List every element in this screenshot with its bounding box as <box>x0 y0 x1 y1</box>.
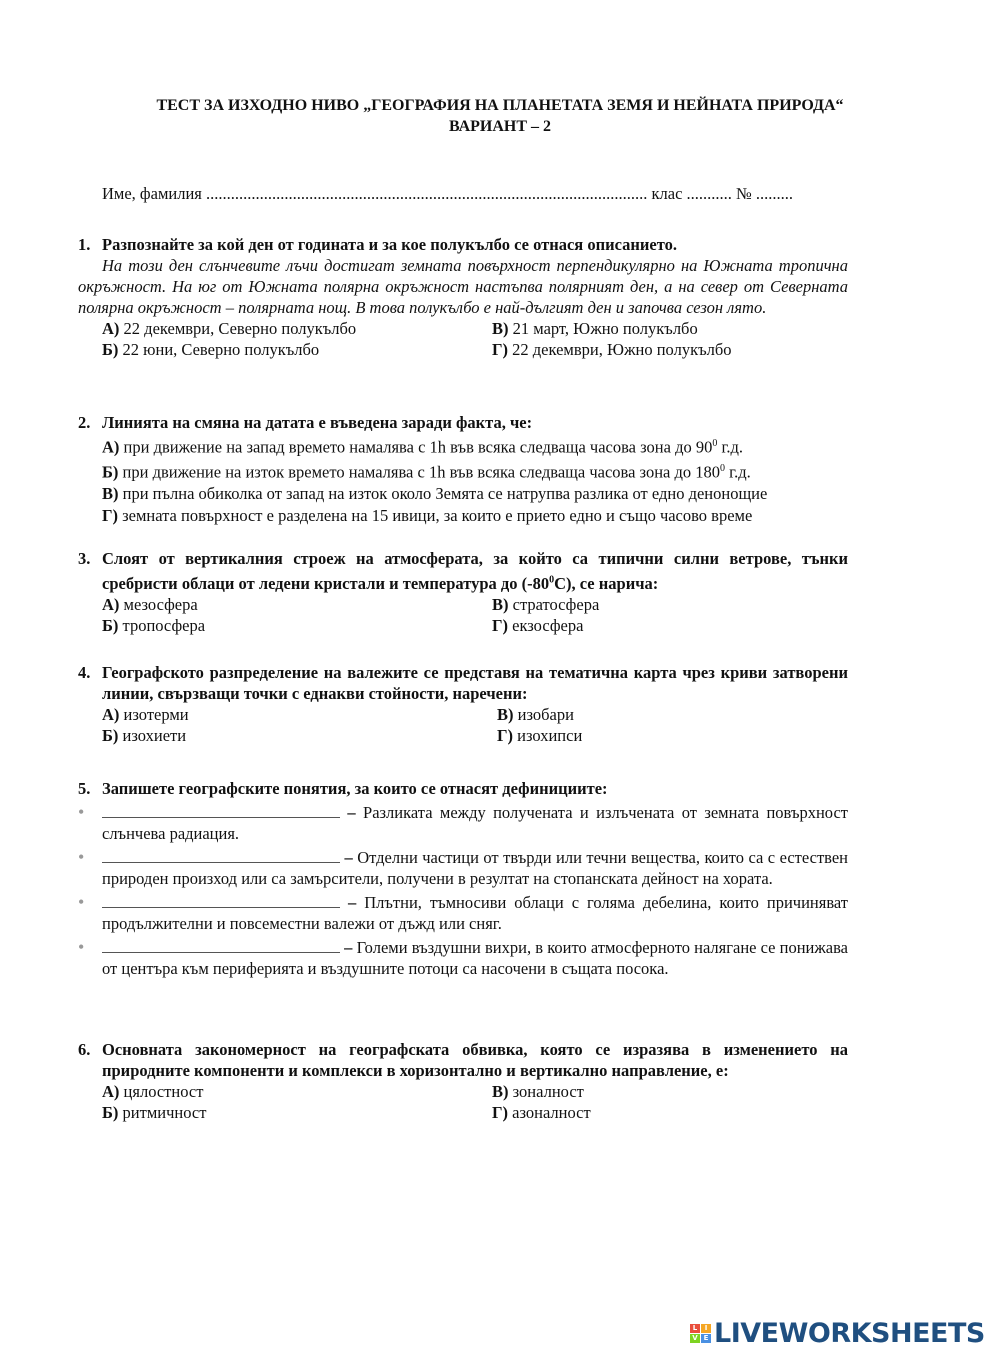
question-text: Основната закономерност на географската обвивка, която се изразява в изменението на природните компоненти и комплекси в хоризонтално и вертикално направление, е: <box>102 1040 848 1080</box>
question-number: 2. <box>78 413 91 432</box>
answer-blank[interactable] <box>102 938 340 953</box>
question-5 <box>78 778 848 982</box>
liveworksheets-logo <box>690 1318 985 1349</box>
option-g[interactable]: Г) екзосфера <box>492 615 584 635</box>
definition-item: • – Големи въздушни вихри, в които атмосферното налягане се понижава от центъра към периферията и въздушните потоци са насочени в същата посока. <box>78 937 849 978</box>
question-number: 1. <box>78 235 91 254</box>
question-1 <box>78 234 848 360</box>
logo-box-e: E <box>701 1334 711 1343</box>
logo-icon <box>690 1324 711 1343</box>
option-v[interactable]: В) при пълна обиколка от запад на изток около Земята се натрупва разлика от едно денонощие <box>102 484 768 503</box>
option-a[interactable]: А) мезосфера <box>102 594 198 614</box>
question-6 <box>78 1039 848 1123</box>
option-v[interactable]: В) стратосфера <box>492 594 600 614</box>
definition-item: • – Плътни, тъмносиви облаци с голяма дебелина, които причиняват продължителни и повсеместни валежи от дъжд или сняг. <box>78 892 849 933</box>
question-number: 5. <box>78 779 91 798</box>
question-number: 4. <box>78 663 91 682</box>
question-text: Разпознайте за кой ден от годината и за кое полукълбо се отнася описанието. <box>102 235 677 254</box>
page-title-line2: ВАРИАНТ – 2 <box>448 118 552 135</box>
option-a[interactable]: А) цялостност <box>102 1082 204 1101</box>
option-g[interactable]: Г) изохипси <box>497 726 583 745</box>
option-b[interactable]: Б) ритмичност <box>102 1103 207 1122</box>
answer-blank[interactable] <box>102 848 340 863</box>
options-grid <box>78 318 848 360</box>
bullet-icon: • <box>78 892 85 912</box>
option-a[interactable]: А) при движение на запад времето намалява с 1h във всяка следваща часова зона до $90^0$ г.д. <box>102 437 744 457</box>
question-4 <box>78 662 848 746</box>
logo-box-v: V <box>690 1334 700 1343</box>
bullet-icon: • <box>78 847 85 867</box>
option-g[interactable]: Г) земната повърхност е разделена на 15 ивици, за които е прието едно и също часово време <box>102 505 753 525</box>
answer-blank[interactable] <box>102 803 340 818</box>
option-b[interactable]: Б) тропосфера <box>102 615 206 635</box>
definition-item: • – Отделни частици от твърди или течни вещества, които са с естествен природен произход или са замърсители, получени в резултат на стопанската дейност на хората. <box>78 847 849 888</box>
option-b[interactable]: Б) 22 юни, Северно полукълбо <box>102 340 320 359</box>
option-b[interactable]: Б) при движение на изток времето намалява с 1h във всяка следваща часова зона до $180^0$ г.д. <box>102 462 751 482</box>
option-v[interactable]: В) 21 март, Южно полукълбо <box>492 319 698 338</box>
question-number: 6. <box>78 1040 91 1059</box>
option-v[interactable]: В) изобари <box>497 705 574 724</box>
question-description: На този ден слънчевите лъчи достигат земната повърхност перпендикулярно на Южната тропична окръжност. На юг от Южната полярна окръжност настъпва полярният ден, а на север от Северната полярна окръжност – полярната нощ. В това полукълбо е най-дългият ден и започва сезон лято. <box>78 256 848 317</box>
question-text: Географското разпределение на валежите се представя на тематична карта чрез криви затворени линии, свързващи точки с еднакви стойности, наречени: <box>102 663 848 703</box>
question-2 <box>78 412 848 526</box>
bullet-icon: • <box>78 802 85 822</box>
option-g[interactable]: Г) азоналност <box>492 1103 591 1122</box>
bullet-icon: • <box>78 937 85 957</box>
options-grid <box>78 704 848 746</box>
question-text: Линията на смяна на датата е въведена заради факта, че: <box>102 413 533 432</box>
page-title-line1: ТЕСТ ЗА ИЗХОДНО НИВО „ГЕОГРАФИЯ НА ПЛАНЕТАТА ЗЕМЯ И НЕЙНАТА ПРИРОДА“ <box>156 97 844 114</box>
question-text: Запишете географските понятия, за които се отнасят дефинициите: <box>102 779 608 798</box>
logo-box-i: I <box>701 1324 711 1333</box>
options-grid <box>78 1081 848 1123</box>
question-3 <box>78 548 848 636</box>
logo-text: LIVEWORKSHEETS <box>714 1318 985 1349</box>
options-grid <box>78 594 848 636</box>
definition-item: • – Разликата между получената и излъчената от земната повърхност слънчева радиация. <box>78 802 848 843</box>
option-g[interactable]: Г) 22 декември, Южно полукълбо <box>492 340 732 359</box>
question-text: Слоят от вертикалния строеж на атмосферата, за който са типични силни ветрове, тънки сребристи облаци от ледени кристали и температура до $(-80^0C)$, се нарича: <box>102 549 848 593</box>
option-a[interactable]: А) изотерми <box>102 705 189 724</box>
answer-blank[interactable] <box>102 893 340 908</box>
option-v[interactable]: В) зоналност <box>492 1082 584 1101</box>
option-b[interactable]: Б) изохиети <box>102 726 187 745</box>
question-number: 3. <box>78 549 91 568</box>
logo-box-l: L <box>690 1324 700 1333</box>
option-a[interactable]: А) 22 декември, Северно полукълбо <box>102 319 357 338</box>
name-field-line[interactable]: Име, фамилия ........................................................................................................... клас ........... № ......... <box>102 184 794 203</box>
